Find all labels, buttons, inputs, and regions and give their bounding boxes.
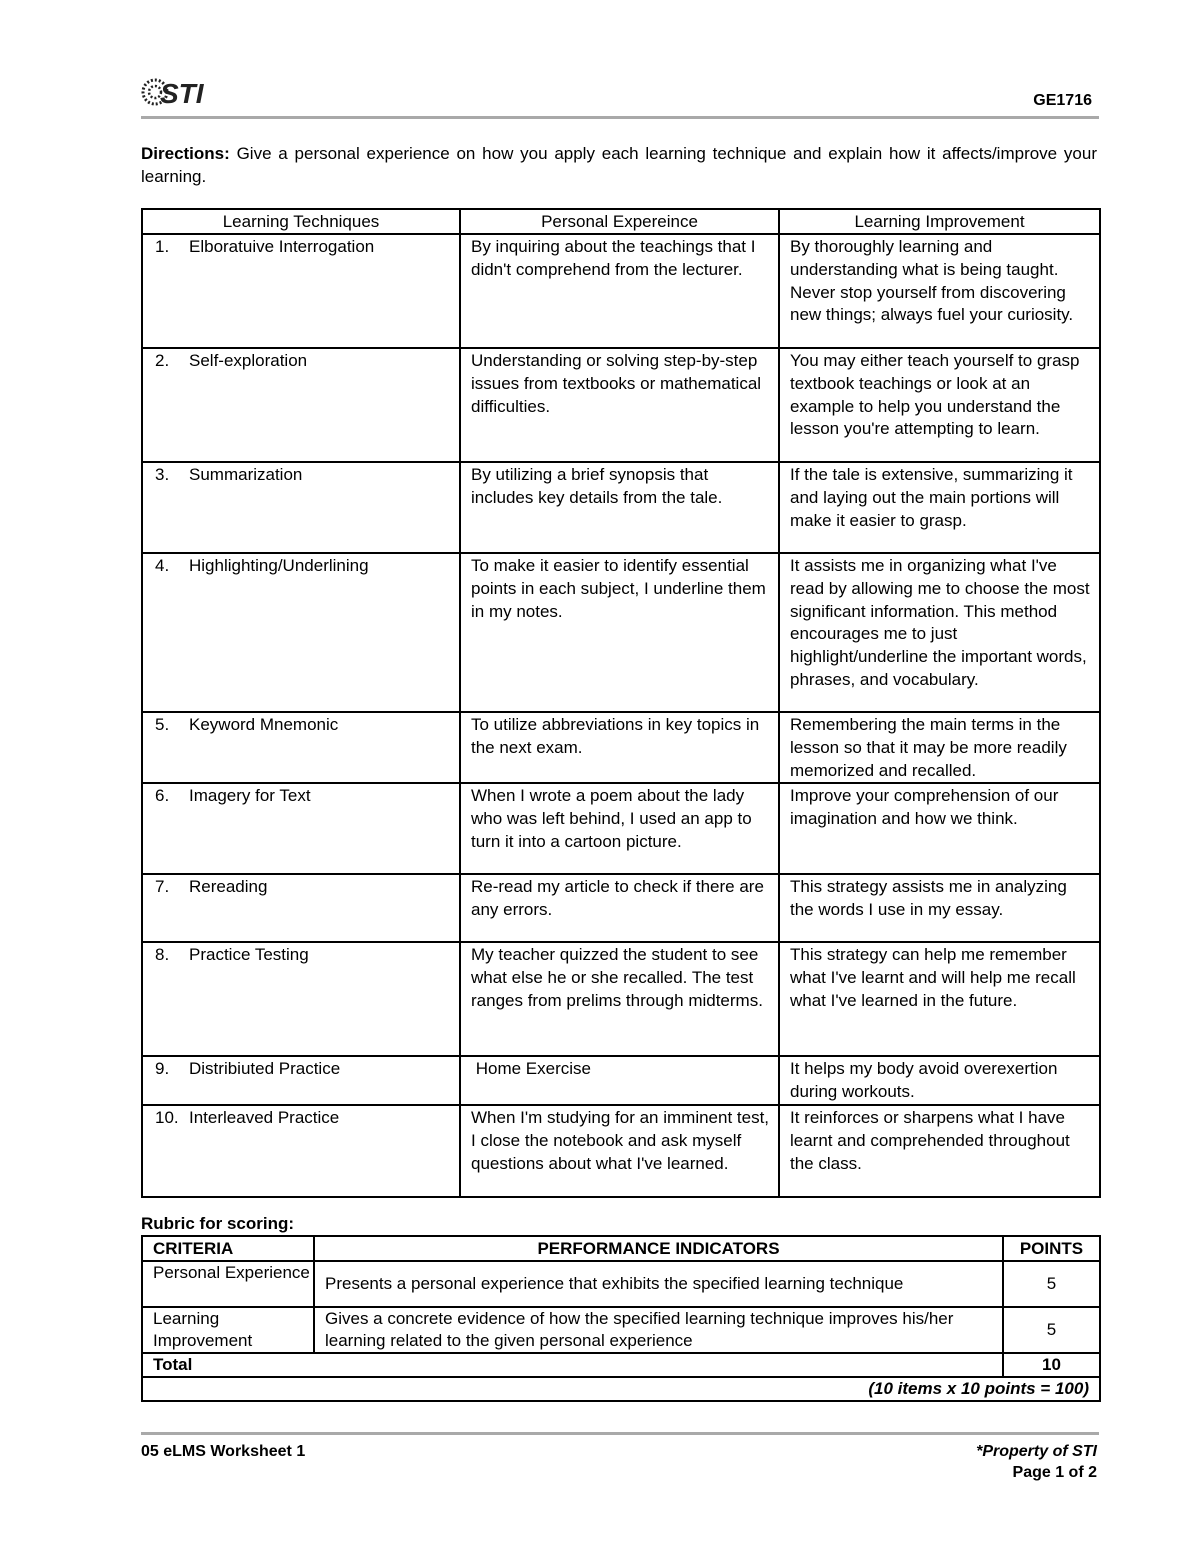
rubric-row — [142, 1261, 1100, 1307]
technique-name: Imagery for Text — [189, 786, 311, 806]
column-header: Personal Expereince — [460, 209, 779, 234]
document-code: GE1716 — [1033, 92, 1092, 109]
learning-techniques-table — [141, 208, 1101, 1198]
experience-cell: When I'm studying for an imminent test, I close the notebook and ask myself questions about what I've learned. — [460, 1105, 779, 1197]
total-label: Total — [142, 1353, 1003, 1377]
technique-name: Practice Testing — [189, 945, 309, 965]
technique-name: Keyword Mnemonic — [189, 715, 339, 734]
points-cell: 5 — [1003, 1307, 1100, 1353]
technique-cell — [142, 234, 460, 348]
table-row — [142, 874, 1100, 942]
technique-cell — [142, 553, 460, 712]
table-row — [142, 712, 1100, 783]
experience-cell: By utilizing a brief synopsis that includes key details from the tale. — [460, 462, 779, 553]
row-number: 1. — [155, 237, 170, 256]
table-row — [142, 1056, 1100, 1105]
rubric-table — [141, 1235, 1101, 1402]
rubric-note-row — [142, 1377, 1100, 1401]
technique-name: Distribiuted Practice — [189, 1059, 341, 1079]
improvement-cell: It reinforces or sharpens what I have learnt and comprehended throughout the class. — [779, 1105, 1100, 1197]
technique-cell — [142, 942, 460, 1056]
row-number: 4. — [155, 556, 170, 575]
technique-name: Highlighting/Underlining — [189, 556, 369, 575]
technique-name: Elboratuive Interrogation — [189, 237, 375, 256]
improvement-cell: If the tale is extensive, summarizing it and laying out the main portions will make it easier to grasp. — [779, 462, 1100, 553]
directions-label: Directions: — [141, 144, 230, 163]
header-divider — [141, 116, 1099, 119]
table-row — [142, 348, 1100, 462]
improvement-cell: This strategy assists me in analyzing the words I use in my essay. — [779, 874, 1100, 942]
column-header: PERFORMANCE INDICATORS — [314, 1236, 1003, 1261]
row-number: 10. — [155, 1107, 179, 1127]
technique-name: Summarization — [189, 465, 303, 484]
table-row — [142, 1105, 1100, 1197]
improvement-cell: This strategy can help me remember what I've learnt and will help me recall what I've learned in the future. — [779, 942, 1100, 1056]
property-label: *Property of STI — [976, 1443, 1097, 1460]
rubric-total-row — [142, 1353, 1100, 1377]
row-number: 7. — [155, 877, 170, 897]
experience-cell: Re-read my article to check if there are any errors. — [460, 874, 779, 942]
row-number: 6. — [155, 786, 170, 806]
directions-paragraph — [141, 142, 1097, 188]
column-header: Learning Techniques — [142, 209, 460, 234]
rubric-header-row — [142, 1236, 1100, 1261]
table-row — [142, 942, 1100, 1056]
improvement-cell: Remembering the main terms in the lesson so that it may be more readily memorized and recalled. — [779, 712, 1100, 783]
experience-cell: By inquiring about the teachings that I didn't comprehend from the lecturer. — [460, 234, 779, 348]
technique-cell — [142, 874, 460, 942]
table-header-row — [142, 209, 1100, 234]
technique-cell — [142, 1105, 460, 1197]
improvement-cell: Improve your comprehension of our imagination and how we think. — [779, 783, 1100, 874]
technique-name: Self-exploration — [189, 351, 308, 370]
row-number: 5. — [155, 715, 170, 734]
improvement-cell: It helps my body avoid overexertion during workouts. — [779, 1056, 1100, 1105]
indicator-cell: Presents a personal experience that exhibits the specified learning technique — [314, 1261, 1003, 1307]
total-points: 10 — [1003, 1353, 1100, 1377]
experience-cell: When I wrote a poem about the lady who was left behind, I used an app to turn it into a cartoon picture. — [460, 783, 779, 874]
scoring-note: (10 items x 10 points = 100) — [142, 1377, 1100, 1401]
rubric-heading: Rubric for scoring: — [141, 1214, 295, 1233]
improvement-cell: You may either teach yourself to grasp textbook teachings or look at an example to help you understand the lesson you're attempting to learn. — [779, 348, 1100, 462]
improvement-cell: By thoroughly learning and understanding what is being taught. Never stop yourself from discovering new things; always fuel your curiosity. — [779, 234, 1100, 348]
technique-cell — [142, 783, 460, 874]
table-row — [142, 234, 1100, 348]
criteria-cell: Learning Improvement — [142, 1307, 314, 1353]
row-number: 9. — [155, 1059, 170, 1079]
technique-name: Rereading — [189, 877, 268, 897]
technique-cell — [142, 1056, 460, 1105]
table-row — [142, 462, 1100, 553]
column-header: POINTS — [1003, 1236, 1100, 1261]
technique-name: Interleaved Practice — [189, 1107, 340, 1127]
svg-text:STI: STI — [160, 78, 204, 109]
table-row — [142, 783, 1100, 874]
experience-cell: My teacher quizzed the student to see what else he or she recalled. The test ranges from prelims through midterms. — [460, 942, 779, 1056]
column-header: Learning Improvement — [779, 209, 1100, 234]
footer-divider — [141, 1432, 1099, 1435]
experience-cell: Home Exercise — [460, 1056, 779, 1105]
directions-text: Give a personal experience on how you apply each learning technique and explain how it affects/improve your learning. — [141, 144, 1097, 186]
row-number: 3. — [155, 465, 170, 484]
indicator-cell: Gives a concrete evidence of how the specified learning technique improves his/her learning related to the given personal experience — [314, 1307, 1003, 1353]
experience-cell: To make it easier to identify essential points in each subject, I underline them in my notes. — [460, 553, 779, 712]
column-header: CRITERIA — [142, 1236, 314, 1261]
points-cell: 5 — [1003, 1261, 1100, 1307]
page-number: Page 1 of 2 — [1012, 1464, 1097, 1481]
technique-cell — [142, 712, 460, 783]
sti-logo — [141, 72, 221, 110]
experience-cell: To utilize abbreviations in key topics in the next exam. — [460, 712, 779, 783]
row-number: 2. — [155, 351, 170, 370]
worksheet-label: 05 eLMS Worksheet 1 — [141, 1443, 306, 1460]
technique-cell — [142, 348, 460, 462]
rubric-row — [142, 1307, 1100, 1353]
technique-cell — [142, 462, 460, 553]
table-row — [142, 553, 1100, 712]
row-number: 8. — [155, 945, 170, 965]
improvement-cell: It assists me in organizing what I've read by allowing me to choose the most significant information. This method encourages me to just highlight/underline the important words, phrases, and vocabulary. — [779, 553, 1100, 712]
experience-cell: Understanding or solving step-by-step issues from textbooks or mathematical difficulties. — [460, 348, 779, 462]
criteria-cell: Personal Experience — [142, 1261, 314, 1307]
